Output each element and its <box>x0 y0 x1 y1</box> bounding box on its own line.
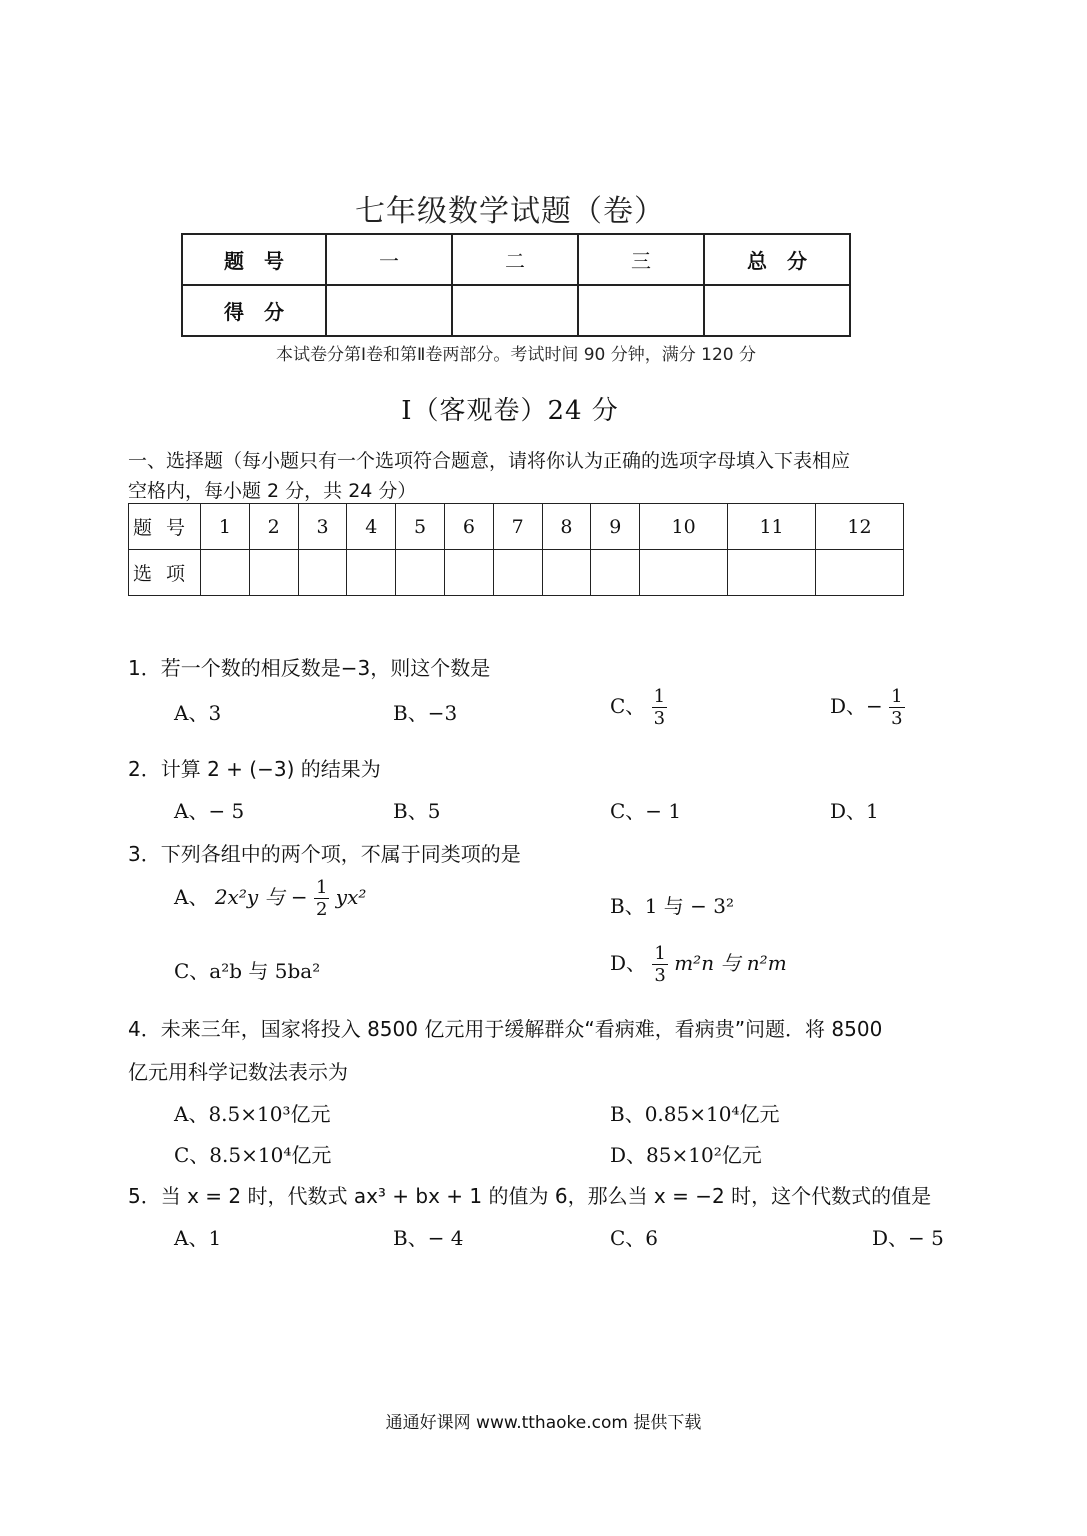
score-header-part3: 三 <box>578 234 704 285</box>
answer-number: 4 <box>347 504 396 550</box>
answer-cell <box>249 550 298 596</box>
answer-cell <box>728 550 816 596</box>
q5-option-b: B、− 4 <box>393 1226 464 1250</box>
q3-option-d <box>610 943 787 986</box>
instructions <box>128 446 918 506</box>
q3-option-d-prefix: D、 <box>610 951 647 975</box>
answer-cell <box>298 550 347 596</box>
question-4-stem-line2: 亿元用科学记数法表示为 <box>128 1060 348 1084</box>
q1-option-c-fraction <box>652 686 667 729</box>
answer-cell <box>396 550 445 596</box>
instructions-line1: 一、选择题（每小题只有一个选项符合题意，请将你认为正确的选项字母填入下表相应 <box>128 450 851 472</box>
q3-d-denominator: 3 <box>654 965 666 986</box>
answer-cell <box>640 550 728 596</box>
answer-number: 5 <box>396 504 445 550</box>
q3-option-c: C、a²b 与 5ba² <box>174 959 321 983</box>
q3-option-a-right: yx² <box>335 885 367 909</box>
q1-option-d <box>830 686 905 729</box>
answer-row2-label: 选 项 <box>129 550 201 596</box>
page-footer: 通通好课网 www.tthaoke.com 提供下载 <box>385 1413 702 1433</box>
q3-option-b: B、1 与 − 3² <box>610 894 734 918</box>
answer-number: 8 <box>542 504 591 550</box>
score-cell <box>326 285 452 336</box>
score-value-row <box>182 285 850 336</box>
answer-number: 6 <box>444 504 493 550</box>
score-table <box>181 233 851 337</box>
section-title: Ⅰ（客观卷）24 分 <box>401 396 619 426</box>
exam-title: 七年级数学试题（卷） <box>355 194 665 229</box>
answer-number: 10 <box>640 504 728 550</box>
answer-cell <box>201 550 250 596</box>
answer-number: 11 <box>728 504 816 550</box>
q1-d-denominator: 3 <box>891 708 903 729</box>
q1-option-a: A、3 <box>174 701 222 725</box>
answer-number: 1 <box>201 504 250 550</box>
score-header-label: 题 号 <box>182 234 326 285</box>
instructions-line2: 空格内，每小题 2 分，共 24 分） <box>128 480 417 502</box>
score-cell <box>578 285 704 336</box>
q3-option-a-fraction <box>314 877 329 920</box>
q3-option-a-prefix: A、 <box>174 885 209 909</box>
score-cell <box>704 285 850 336</box>
q2-option-b: B、5 <box>393 799 441 823</box>
answer-cell <box>444 550 493 596</box>
score-header-total: 总 分 <box>704 234 850 285</box>
answer-row1-label: 题 号 <box>129 504 201 550</box>
q5-option-a: A、1 <box>174 1226 222 1250</box>
question-3-stem: 3．下列各组中的两个项，不属于同类项的是 <box>128 842 521 866</box>
question-5-stem: 5．当 x = 2 时，代数式 ax³ + bx + 1 的值为 6，那么当 x = −2 时，这个代数式的值是 <box>128 1184 932 1208</box>
q1-option-d-prefix: D、− <box>830 694 883 718</box>
q5-option-d: D、− 5 <box>872 1226 944 1250</box>
q2-option-c: C、− 1 <box>610 799 682 823</box>
question-1-stem: 1．若一个数的相反数是−3，则这个数是 <box>128 656 491 680</box>
score-row-label: 得 分 <box>182 285 326 336</box>
answer-cell <box>347 550 396 596</box>
q4-option-a: A、8.5×10³亿元 <box>174 1102 331 1126</box>
answer-choice-row <box>129 550 904 596</box>
q1-option-d-fraction <box>889 686 904 729</box>
answer-cell <box>815 550 903 596</box>
answer-number-row <box>129 504 904 550</box>
answer-table <box>128 503 904 596</box>
q3-a-numerator: 1 <box>315 877 328 898</box>
answer-cell <box>493 550 542 596</box>
answer-number: 12 <box>815 504 903 550</box>
score-header-part1: 一 <box>326 234 452 285</box>
q4-option-b: B、0.85×10⁴亿元 <box>610 1102 780 1126</box>
question-2-stem: 2．计算 2 + (−3) 的结果为 <box>128 757 381 781</box>
q5-option-c: C、6 <box>610 1226 659 1250</box>
score-header-row <box>182 234 850 285</box>
q4-option-c: C、8.5×10⁴亿元 <box>174 1143 332 1167</box>
answer-cell <box>542 550 591 596</box>
answer-number: 3 <box>298 504 347 550</box>
q1-option-b: B、−3 <box>393 701 458 725</box>
question-4-stem-line1: 4．未来三年，国家将投入 8500 亿元用于缓解群众“看病难，看病贵”问题．将 8500 <box>128 1017 883 1041</box>
q3-option-a-left: 2x²y 与 − <box>214 885 308 909</box>
q1-c-numerator: 1 <box>653 686 666 707</box>
q4-option-d: D、85×10²亿元 <box>610 1143 762 1167</box>
answer-number: 2 <box>249 504 298 550</box>
q3-option-a <box>174 877 366 920</box>
answer-cell <box>591 550 640 596</box>
q3-d-numerator: 1 <box>654 943 666 964</box>
answer-number: 7 <box>493 504 542 550</box>
score-cell <box>452 285 578 336</box>
score-header-part2: 二 <box>452 234 578 285</box>
q1-c-denominator: 3 <box>653 708 666 729</box>
answer-number: 9 <box>591 504 640 550</box>
q3-option-d-right: m²n 与 n²m <box>674 951 787 975</box>
q3-a-denominator: 2 <box>315 899 328 920</box>
q1-option-c-prefix: C、 <box>610 694 646 718</box>
q1-option-c <box>610 686 667 729</box>
q2-option-a: A、− 5 <box>174 799 245 823</box>
q2-option-d: D、1 <box>830 799 879 823</box>
exam-note: 本试卷分第Ⅰ卷和第Ⅱ卷两部分。考试时间 90 分钟，满分 120 分 <box>275 345 757 365</box>
q3-option-d-fraction <box>652 943 667 986</box>
q1-d-numerator: 1 <box>891 686 903 707</box>
